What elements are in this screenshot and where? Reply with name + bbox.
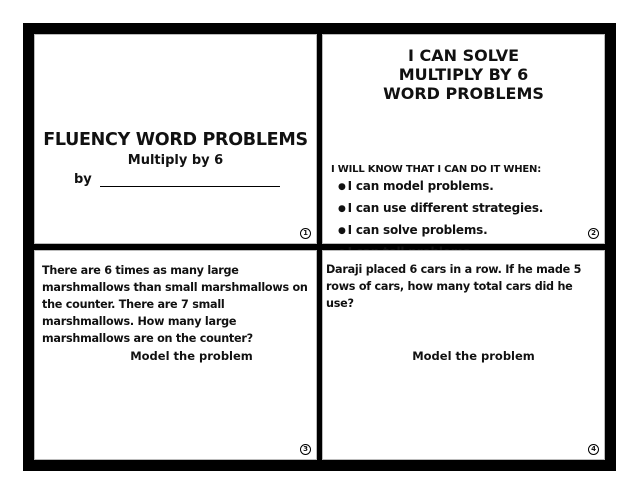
card-title xyxy=(34,34,317,244)
card-objectives xyxy=(322,34,605,244)
word-problem-text: Daraji placed 6 cars in a row. If he made 5 rows of cars, how many total cars did he use? xyxy=(326,263,582,310)
card-number-badge: 4 xyxy=(588,444,599,455)
criteria-item: ● I can use different strategies. xyxy=(338,198,543,220)
card-problem-cars xyxy=(322,250,605,460)
card-number-badge: 1 xyxy=(300,228,311,239)
card-number-badge: 3 xyxy=(300,444,311,455)
objective-heading xyxy=(322,46,605,103)
word-problem-text: There are 6 times as many large marshmallows than small marshmallows on the counter. There are 7 small marshmallows. How many large marshmallows are on the counter? xyxy=(42,264,308,345)
heading-line: MULTIPLY BY 6 xyxy=(398,65,529,84)
model-prompt: Model the problem xyxy=(130,349,253,363)
cover-title: FLUENCY WORD PROBLEMS xyxy=(43,130,308,150)
card-number-badge: 2 xyxy=(588,228,599,239)
cover-subtitle: Multiply by 6 xyxy=(127,153,224,168)
criteria-item: ● I can model problems. xyxy=(338,176,543,198)
criteria-item: ● I can solve problems. xyxy=(338,220,543,242)
author-line xyxy=(74,172,280,187)
card-problem-marshmallows xyxy=(34,250,317,460)
heading-line: I CAN SOLVE xyxy=(407,46,520,65)
model-prompt: Model the problem xyxy=(412,349,535,363)
by-label: by xyxy=(74,172,92,187)
heading-line: WORD PROBLEMS xyxy=(383,84,544,103)
name-blank-field[interactable] xyxy=(100,174,280,187)
task-card-sheet xyxy=(23,23,616,471)
success-criteria-label: I WILL KNOW THAT I CAN DO IT WHEN: xyxy=(331,164,542,175)
